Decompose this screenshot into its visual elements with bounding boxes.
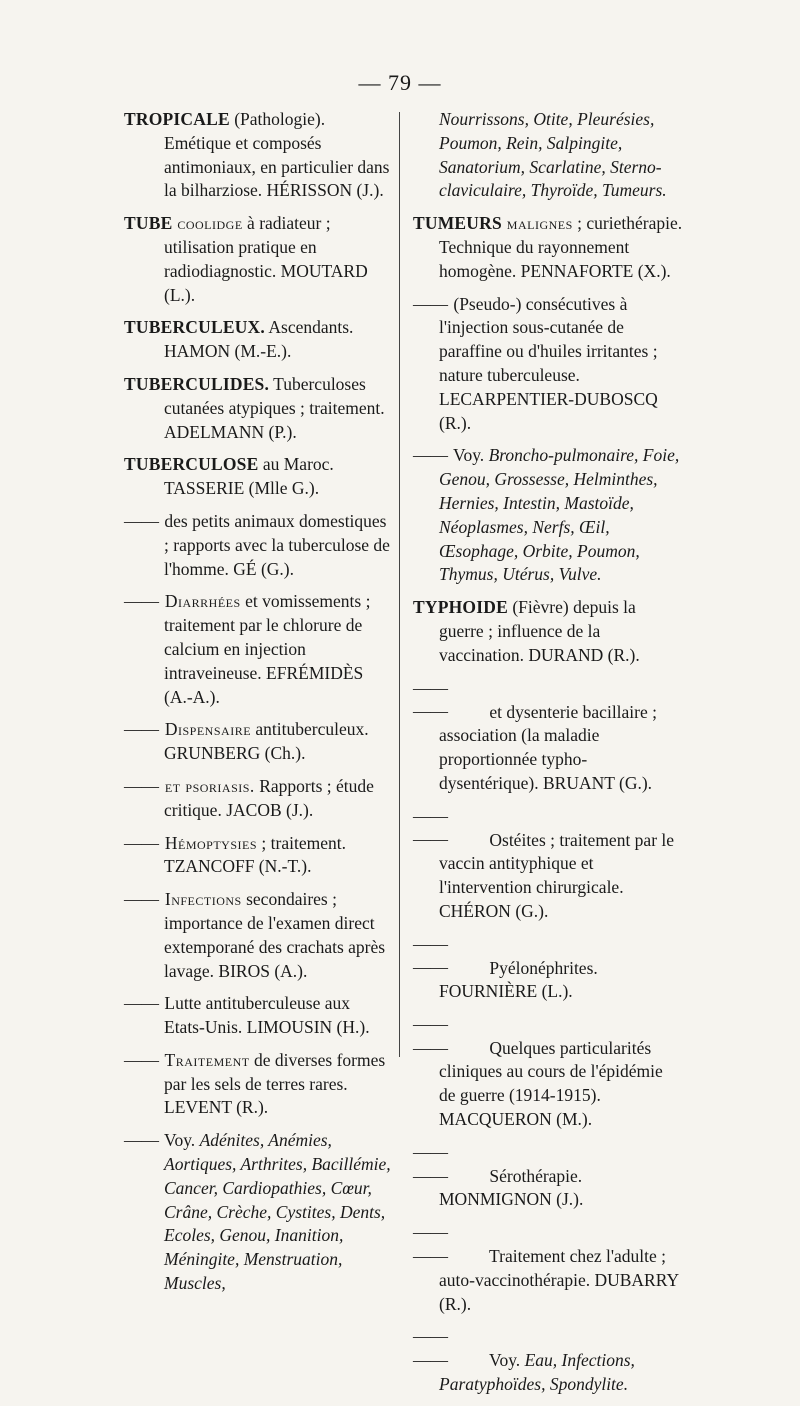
index-entry (413, 1325, 683, 1396)
entry-text: et dysenterie bacillaire ; association (la maladie proportionnée typho-dysentérique). BRUANT (G.). (439, 701, 658, 793)
index-entry (124, 373, 392, 444)
index-entry (124, 1049, 392, 1120)
continued-entry (413, 108, 683, 203)
entry-text: de diverses formes par les sels de terres rares. LEVENT (R.). (164, 1049, 386, 1118)
index-entry (413, 1141, 683, 1212)
entry-headword: TUBERCULIDES. (124, 373, 270, 394)
entry-subheading: et psoriasis. (160, 775, 255, 796)
entry-double-dash: —— —— (413, 933, 448, 978)
entry-double-dash: —— —— (413, 677, 448, 722)
index-entry (413, 1221, 683, 1316)
index-entry (124, 992, 392, 1040)
entry-subheading: Dispensaire (160, 719, 252, 740)
entry-text: Voy. (449, 445, 489, 466)
entry-italic: Eau, Infections, Paratyphoïdes, Spondylite. (439, 1350, 635, 1395)
entry-dash: —— (124, 591, 159, 612)
entry-dash: —— (124, 889, 159, 910)
entry-dash: —— (124, 993, 159, 1014)
left-column (124, 108, 392, 1305)
entry-dash: —— (124, 1130, 159, 1151)
entry-text: (Pathologie). Emétique et composés antimoniaux, en particulier dans la bilharziose. HÉRISSON (J.). (164, 109, 390, 201)
entry-headword: TUBERCULEUX. (124, 317, 265, 338)
entry-text: ; traitement. TZANCOFF (N.-T.). (164, 832, 346, 877)
entry-text: Lutte antituberculeuse aux Etats-Unis. LIMOUSIN (H.). (160, 993, 370, 1038)
entry-double-dash: —— —— (413, 1141, 448, 1186)
entry-double-dash: —— —— (413, 1013, 448, 1058)
index-entry (124, 590, 392, 709)
entry-dash: —— (124, 832, 159, 853)
entry-text: Tuberculoses cutanées atypiques ; traitement. ADELMANN (P.). (164, 373, 385, 442)
entry-dash: —— (124, 719, 159, 740)
entry-text: ; curiethérapie. Technique du rayonnement homogène. PENNAFORTE (X.). (439, 213, 683, 281)
entry-double-dash: —— —— (413, 805, 448, 850)
entry-headword: TUMEURS (413, 213, 502, 234)
index-entry (413, 805, 683, 924)
entry-dash: —— (413, 445, 448, 466)
entry-text: Ostéites ; traitement par le vaccin antityphique et l'intervention chirurgicale. CHÉRON (G.). (439, 829, 675, 921)
entry-text: Voy. (485, 1350, 525, 1371)
entry-text: et vomissements ; traitement par le chlorure de calcium en injection intraveineuse. EFRÉMIDÈS (A.-A.). (164, 591, 371, 707)
entry-text: (Fièvre) depuis la guerre ; influence de la vaccination. DURAND (R.). (439, 597, 640, 665)
entry-dash: —— (124, 510, 159, 531)
index-entry (124, 453, 392, 501)
index-entry (413, 677, 683, 796)
entry-text: Traitement chez l'adulte ; auto-vaccinothérapie. DUBARRY (R.). (439, 1246, 679, 1314)
index-entry (413, 212, 683, 283)
column-divider (399, 112, 400, 1057)
entry-headword: TROPICALE (124, 109, 230, 129)
entry-text: Voy. (160, 1130, 200, 1151)
entry-dash: —— (124, 775, 159, 796)
index-entry (124, 832, 392, 880)
entry-text: secondaires ; importance de l'examen direct extemporané des crachats après lavage. BIROS (A.). (164, 889, 386, 981)
index-entry (124, 316, 392, 364)
index-entry (413, 1013, 683, 1132)
index-entry (124, 212, 392, 307)
entry-subheading: Hémoptysies (160, 832, 258, 853)
index-entry (413, 293, 683, 436)
entry-dash: —— (413, 293, 448, 314)
index-entry (124, 1129, 392, 1296)
right-column (413, 108, 683, 1406)
entry-double-dash: —— —— (413, 1222, 448, 1267)
page-number: — 79 — (358, 70, 442, 95)
index-entry (124, 510, 392, 581)
index-entry (124, 888, 392, 983)
entry-subheading: malignes (501, 213, 573, 234)
index-entry (124, 718, 392, 766)
entry-italic: Nourrissons, Otite, Pleurésies, Poumon, Rein, Salpingite, Sanatorium, Scarlatine, Sterno-claviculaire, Thyroïde, Tumeurs. (439, 109, 667, 201)
entry-double-dash: —— —— (413, 1326, 448, 1371)
entry-text: Sérothérapie. MONMIGNON (J.). (439, 1165, 584, 1210)
entry-text: Ascendants. HAMON (M.-E.). (164, 317, 354, 362)
entry-dash: —— (124, 1049, 159, 1070)
entry-text: Pyélonéphrites. FOURNIÈRE (L.). (439, 957, 598, 1002)
index-entry (124, 108, 392, 203)
entry-subheading: coolidge (172, 213, 243, 234)
entry-headword: TYPHOIDE (413, 597, 508, 618)
index-entry (413, 596, 683, 667)
entry-text: (Pseudo-) consécutives à l'injection sous-cutanée de paraffine ou d'huiles irritantes ; nature tuberculeuse. LECARPENTIER-DUBOSCQ (R.). (439, 293, 658, 433)
entry-text: Rapports ; étude critique. JACOB (J.). (164, 775, 374, 820)
entry-headword: TUBERCULOSE (124, 454, 259, 475)
entry-headword: TUBE (124, 213, 173, 234)
entry-text: des petits animaux domestiques ; rapports avec la tuberculose de l'homme. GÉ (G.). (160, 510, 390, 579)
index-entry (124, 775, 392, 823)
index-entry (413, 933, 683, 1004)
entry-italic: Adénites, Anémies, Aortiques, Arthrites, Bacillémie, Cancer, Cardiopathies, Cœur, Crâne, Crèche, Cystites, Dents, Ecoles, Genou, Inanition, Méningite, Menstruation, Muscles, (164, 1130, 391, 1294)
entry-text: Quelques particularités cliniques au cours de l'épidémie de guerre (1914-1915). MACQUERON (M.). (439, 1037, 663, 1130)
entry-text: antituberculeux. GRUNBERG (Ch.). (164, 719, 369, 764)
entry-subheading: Diarrhées (160, 591, 241, 612)
entry-subheading: Infections (160, 889, 242, 910)
entry-italic: Broncho-pulmonaire, Foie, Genou, Grossesse, Helminthes, Hernies, Intestin, Mastoïde, Néoplasmes, Nerfs, Œil, Œsophage, Orbite, Poumon, Thymus, Utérus, Vulve. (439, 445, 680, 585)
entry-text: à radiateur ; utilisation pratique en radiodiagnostic. MOUTARD (L.). (164, 213, 368, 305)
index-entry (413, 444, 683, 587)
entry-text: au Maroc. TASSERIE (Mlle G.). (164, 454, 334, 499)
entry-subheading: Traitement (160, 1049, 250, 1070)
